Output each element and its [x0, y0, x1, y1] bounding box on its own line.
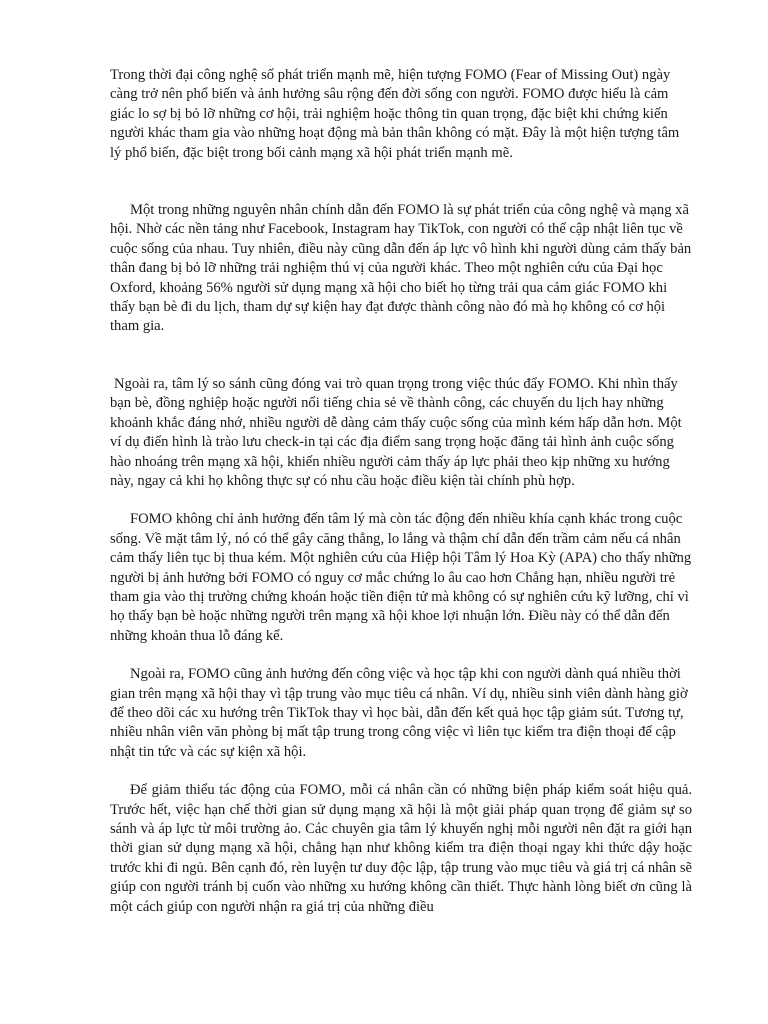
paragraph-work-study: Ngoài ra, FOMO cũng ảnh hưởng đến công việc và học tập khi con người dành quá nhiều thời gian trên mạng xã hội thay vì tập trung vào mục tiêu cá nhân. Ví dụ, nhiều sinh viên dành hàng giờ để theo dõi các xu hướng trên TikTok thay vì học bài, dẫn đến kết quả học tập giảm sút. Tương tự, nhiều nhân viên văn phòng bị mất tập trung trong công việc vì liên tục kiểm tra điện thoại để cập nhật tin tức và các sự kiện xã hội. — [110, 666, 688, 760]
paragraph-solutions: Để giảm thiểu tác động của FOMO, mỗi cá nhân cần có những biện pháp kiểm soát hiệu quả. Trước hết, việc hạn chế thời gian sử dụng mạng xã hội là một giải pháp quan trọng để giảm sự so sánh và áp lực từ môi trường ảo. Các chuyên gia tâm lý khuyến nghị mỗi người nên đặt ra giới hạn thời gian sử dụng mạng xã hội, chẳng hạn như không kiểm tra điện thoại ngay khi thức dậy hoặc trước khi đi ngủ. Bên cạnh đó, rèn luyện tư duy độc lập, tập trung vào mục tiêu và giá trị cá nhân sẽ giúp con người tránh bị cuốn vào những xu hướng không cần thiết. Thực hành lòng biết ơn cũng là một cách giúp con người nhận ra giá trị của những điều — [110, 782, 692, 915]
paragraph-intro: Trong thời đại công nghệ số phát triển mạnh mẽ, hiện tượng FOMO (Fear of Missing Out) ngày càng trở nên phổ biến và ảnh hưởng sâu rộng đến đời sống con người. FOMO được hiểu là cảm giác lo sợ bị bỏ lỡ những cơ hội, trải nghiệm hoặc thông tin quan trọng, đặc biệt khi chứng kiến người khác tham gia vào những hoạt động mà bản thân không có mặt. Đây là một hiện tượng tâm lý phổ biến, đặc biệt trong bối cảnh mạng xã hội phát triển mạnh mẽ. — [110, 67, 680, 161]
paragraph-effects: FOMO không chỉ ảnh hưởng đến tâm lý mà còn tác động đến nhiều khía cạnh khác trong cuộc sống. Về mặt tâm lý, nó có thể gây căng thẳng, lo lắng và thậm chí dẫn đến trầm cảm nếu cá nhân cảm thấy liên tục bị thua kém. Một nghiên cứu của Hiệp hội Tâm lý Hoa Kỳ (APA) cho thấy những người bị ảnh hưởng bởi FOMO có nguy cơ mắc chứng lo âu cao hơn Chẳng hạn, nhiều người trẻ tham gia vào thị trường chứng khoán hoặc tiền điện tử mà không có sự nghiên cứu kỹ lưỡng, chỉ vì họ thấy bạn bè hoặc những người trên mạng xã hội khoe lợi nhuận lớn. Điều này có thể dẫn đến những khoản thua lỗ đáng kể. — [110, 511, 692, 644]
paragraph-comparison: Ngoài ra, tâm lý so sánh cũng đóng vai trò quan trọng trong việc thúc đẩy FOMO. Khi nhìn thấy bạn bè, đồng nghiệp hoặc người nổi tiếng chia sẻ về thành công, các chuyến du lịch hay những khoảnh khắc đáng nhớ, nhiều người dễ dàng cảm thấy cuộc sống của mình kém hấp dẫn hơn. Một ví dụ điển hình là trào lưu check-in tại các địa điểm sang trọng hoặc đăng tải hình ảnh cuộc sống hào nhoáng trên mạng xã hội, khiến nhiều người cảm thấy áp lực phải theo kịp những xu hướng này, ngay cả khi họ không thực sự có nhu cầu hoặc điều kiện tài chính phù hợp. — [110, 375, 682, 489]
document-page — [110, 66, 692, 917]
paragraph-causes: Một trong những nguyên nhân chính dẫn đến FOMO là sự phát triển của công nghệ và mạng xã hội. Nhờ các nền tảng như Facebook, Instagram hay TikTok, con người có thể cập nhật liên tục về cuộc sống của nhau. Tuy nhiên, điều này cũng dẫn đến áp lực vô hình khi người dùng cảm thấy bản thân đang bị bỏ lỡ những trải nghiệm thú vị của người khác. Theo một nghiên cứu của Đại học Oxford, khoảng 56% người sử dụng mạng xã hội cho biết họ từng trải qua cảm giác FOMO khi thấy bạn bè đi du lịch, tham dự sự kiện hay đạt được thành công nào đó mà họ không có cơ hội tham gia. — [110, 202, 692, 335]
